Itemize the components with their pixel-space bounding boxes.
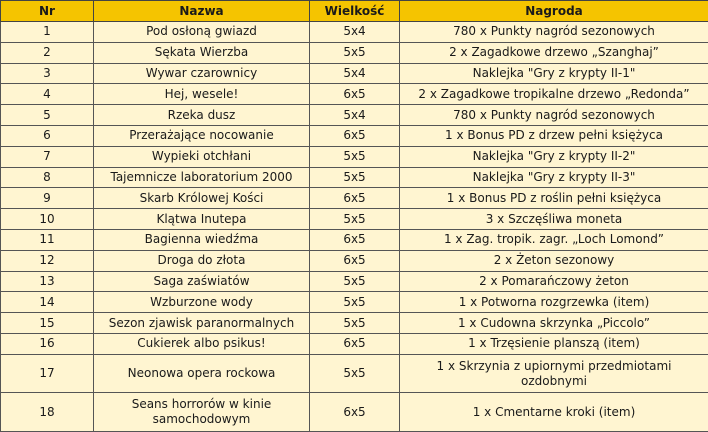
cell-size: 5x4 [310, 63, 400, 84]
cell-prize: 2 x Pomarańczowy żeton [400, 271, 708, 292]
cell-size: 5x5 [310, 209, 400, 230]
cell-nr: 1 [1, 22, 94, 43]
cell-name: Pod osłoną gwiazd [94, 22, 310, 43]
table-row [1, 209, 708, 230]
table-row [1, 393, 708, 432]
header-row [1, 1, 708, 22]
cell-size: 5x5 [310, 146, 400, 167]
cell-prize: 1 x Skrzynia z upiornymi przedmiotami ozdobnymi [400, 354, 708, 393]
table-row [1, 188, 708, 209]
table-row [1, 313, 708, 334]
cell-name: Klątwa Inutepa [94, 209, 310, 230]
cell-prize: 1 x Bonus PD z roślin pełni księżyca [400, 188, 708, 209]
cell-prize: 1 x Cudowna skrzynka „Piccolo” [400, 313, 708, 334]
cell-nr: 7 [1, 146, 94, 167]
cell-prize: 2 x Zagadkowe tropikalne drzewo „Redonda” [400, 84, 708, 105]
cell-nr: 12 [1, 250, 94, 271]
cell-nr: 16 [1, 333, 94, 354]
cell-nr: 11 [1, 229, 94, 250]
cell-prize: Naklejka "Gry z krypty II-1" [400, 63, 708, 84]
cell-size: 5x5 [310, 313, 400, 334]
cell-prize: Naklejka "Gry z krypty II-2" [400, 146, 708, 167]
cell-size: 6x5 [310, 393, 400, 432]
cell-name: Sezon zjawisk paranormalnych [94, 313, 310, 334]
table-row [1, 63, 708, 84]
header-name: Nazwa [94, 1, 310, 22]
cell-size: 5x5 [310, 292, 400, 313]
cell-size: 6x5 [310, 333, 400, 354]
cell-nr: 10 [1, 209, 94, 230]
cell-name: Bagienna wiedźma [94, 229, 310, 250]
cell-prize: 780 x Punkty nagród sezonowych [400, 105, 708, 126]
cell-name: Wypieki otchłani [94, 146, 310, 167]
table-row [1, 42, 708, 63]
cell-prize: 1 x Zag. tropik. zagr. „Loch Lomond” [400, 229, 708, 250]
cell-nr: 14 [1, 292, 94, 313]
cell-prize: 2 x Zagadkowe drzewo „Szanghaj” [400, 42, 708, 63]
cell-prize: 1 x Bonus PD z drzew pełni księżyca [400, 125, 708, 146]
cell-nr: 8 [1, 167, 94, 188]
table-body [1, 22, 708, 432]
cell-nr: 2 [1, 42, 94, 63]
cell-name: Skarb Królowej Kości [94, 188, 310, 209]
table-row [1, 333, 708, 354]
cell-size: 6x5 [310, 229, 400, 250]
table-row [1, 354, 708, 393]
cell-name: Przerażające nocowanie [94, 125, 310, 146]
header-prize: Nagroda [400, 1, 708, 22]
cell-name: Droga do złota [94, 250, 310, 271]
table-row [1, 146, 708, 167]
cell-nr: 4 [1, 84, 94, 105]
cell-name: Hej, wesele! [94, 84, 310, 105]
cell-prize: 1 x Cmentarne kroki (item) [400, 393, 708, 432]
cell-name: Rzeka dusz [94, 105, 310, 126]
cell-prize: Naklejka "Gry z krypty II-3" [400, 167, 708, 188]
cell-prize: 3 x Szczęśliwa moneta [400, 209, 708, 230]
cell-size: 6x5 [310, 125, 400, 146]
cell-size: 6x5 [310, 250, 400, 271]
cell-size: 5x5 [310, 354, 400, 393]
cell-nr: 3 [1, 63, 94, 84]
cell-nr: 15 [1, 313, 94, 334]
cell-prize: 1 x Potworna rozgrzewka (item) [400, 292, 708, 313]
header-size: Wielkość [310, 1, 400, 22]
cell-name: Tajemnicze laboratorium 2000 [94, 167, 310, 188]
table-row [1, 84, 708, 105]
table-row [1, 229, 708, 250]
cell-prize: 1 x Trzęsienie planszą (item) [400, 333, 708, 354]
table-row [1, 167, 708, 188]
cell-size: 5x4 [310, 105, 400, 126]
cell-size: 5x5 [310, 167, 400, 188]
cell-size: 5x5 [310, 271, 400, 292]
header-nr: Nr [1, 1, 94, 22]
cell-name: Cukierek albo psikus! [94, 333, 310, 354]
cell-prize: 780 x Punkty nagród sezonowych [400, 22, 708, 43]
table-row [1, 22, 708, 43]
cell-name: Sękata Wierzba [94, 42, 310, 63]
cell-name: Wywar czarownicy [94, 63, 310, 84]
cell-nr: 18 [1, 393, 94, 432]
cell-nr: 17 [1, 354, 94, 393]
cell-name: Seans horrorów w kinie samochodowym [94, 393, 310, 432]
table-row [1, 125, 708, 146]
cell-size: 6x5 [310, 188, 400, 209]
cell-size: 5x5 [310, 42, 400, 63]
cell-nr: 9 [1, 188, 94, 209]
cell-nr: 5 [1, 105, 94, 126]
table-header [1, 1, 708, 22]
table-row [1, 250, 708, 271]
cell-size: 5x4 [310, 22, 400, 43]
cell-prize: 2 x Żeton sezonowy [400, 250, 708, 271]
cell-nr: 6 [1, 125, 94, 146]
table-row [1, 292, 708, 313]
cell-name: Neonowa opera rockowa [94, 354, 310, 393]
cell-size: 6x5 [310, 84, 400, 105]
table-row [1, 105, 708, 126]
cell-name: Wzburzone wody [94, 292, 310, 313]
cell-name: Saga zaświatów [94, 271, 310, 292]
cell-nr: 13 [1, 271, 94, 292]
table-row [1, 271, 708, 292]
